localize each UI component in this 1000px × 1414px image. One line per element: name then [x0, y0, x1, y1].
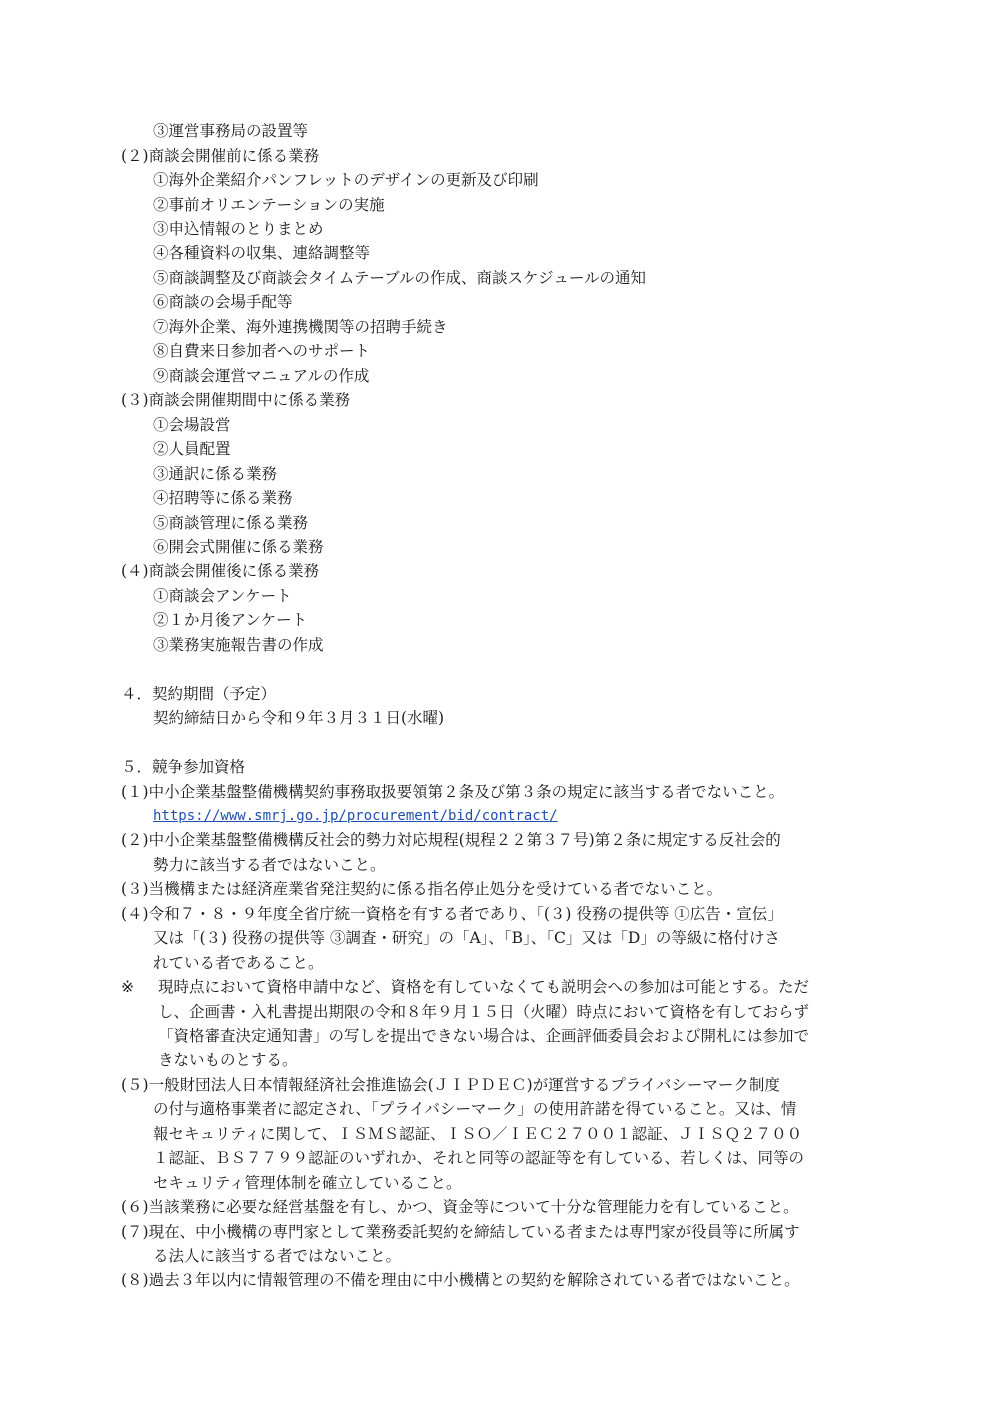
list-item: ②１か月後アンケート — [153, 611, 308, 629]
list-item: ③申込情報のとりまとめ — [153, 220, 324, 238]
list-item: ⑤商談管理に係る業務 — [153, 514, 309, 532]
requirement-item: (１)中小企業基盤整備機構契約事務取扱要領第２条及び第３条の規定に該当する者でないこと。 — [121, 783, 785, 801]
subsection-heading: (４)商談会開催後に係る業務 — [121, 562, 320, 580]
list-item: ③運営事務局の設置等 — [153, 122, 309, 140]
list-item: ①商談会アンケート — [153, 587, 292, 605]
list-item: ⑥開会式開催に係る業務 — [153, 538, 324, 556]
list-item: ⑦海外企業、海外連携機関等の招聘手続き — [153, 318, 448, 336]
list-item: ③業務実施報告書の作成 — [153, 636, 324, 654]
note-text: 「資格審査決定通知書」の写しを提出できない場合は、企画評価委員会および開札には参加で — [158, 1027, 810, 1045]
subsection-heading: (３)商談会開催期間中に係る業務 — [121, 391, 351, 409]
requirement-continuation: 勢力に該当する者ではないこと。 — [153, 856, 386, 874]
requirement-item: (５)一般財団法人日本情報経済社会推進協会(ＪＩＰＤＥＣ)が運営するプライバシーマーク制度 — [121, 1076, 780, 1094]
requirement-continuation: の付与適格事業者に認定され、「プライバシーマーク」の使用許諾を得ていること。又は、情 — [153, 1100, 797, 1118]
subsection-heading: (２)商談会開催前に係る業務 — [121, 147, 320, 165]
requirement-continuation: 報セキュリティに関して、ＩＳＭＳ認証、ＩＳＯ／ＩＥＣ２７００１認証、ＪＩＳＱ２７００ — [153, 1125, 803, 1143]
paragraph: 契約締結日から令和９年３月３１日(水曜) — [153, 709, 445, 727]
list-item: ④招聘等に係る業務 — [153, 489, 293, 507]
list-item: ②事前オリエンテーションの実施 — [153, 196, 385, 214]
requirement-item: (３)当機構または経済産業省発注契約に係る指名停止処分を受けている者でないこと。 — [121, 880, 723, 898]
section-heading: ４．契約期間（予定） — [121, 685, 277, 703]
requirement-continuation: る法人に該当する者ではないこと。 — [153, 1247, 402, 1265]
note-text: し、企画書・入札書提出期限の令和８年９月１５日（火曜）時点において資格を有しておらず — [158, 1003, 810, 1021]
requirement-item: (８)過去３年以内に情報管理の不備を理由に中小機構との契約を解除されている者ではないこと。 — [121, 1271, 800, 1289]
list-item: ②人員配置 — [153, 440, 231, 458]
list-item: ①会場設営 — [153, 416, 231, 434]
requirement-continuation: れている者であること。 — [153, 954, 324, 972]
requirement-item: (４)令和７・８・９年度全省庁統一資格を有する者であり、「(３) 役務の提供等 ①広告・宣伝」 — [121, 905, 783, 923]
requirement-continuation: １認証、ＢＳ７７９９認証のいずれか、それと同等の認証等を有している、若しくは、同等の — [153, 1149, 805, 1167]
requirement-continuation: セキュリティ管理体制を確立していること。 — [153, 1174, 462, 1192]
section-heading: ５．競争参加資格 — [121, 758, 246, 776]
list-item: ①海外企業紹介パンフレットのデザインの更新及び印刷 — [153, 171, 539, 189]
list-item: ⑨商談会運営マニュアルの作成 — [153, 367, 370, 385]
requirement-item: (７)現在、中小機構の専門家として業務委託契約を締結している者または専門家が役員等に所属す — [121, 1223, 800, 1241]
list-item: ③通訳に係る業務 — [153, 465, 278, 483]
requirement-continuation: 又は「(３) 役務の提供等 ③調査・研究」の「A」、「B」、「C」又は「D」の等級に格付けさ — [153, 929, 780, 947]
requirement-item: (６)当該業務に必要な経営基盤を有し、かつ、資金等について十分な管理能力を有していること。 — [121, 1198, 799, 1216]
list-item: ⑤商談調整及び商談会タイムテーブルの作成、商談スケジュールの通知 — [153, 269, 647, 287]
note-text: 現時点において資格申請中など、資格を有していなくても説明会への参加は可能とする。ただ — [158, 978, 810, 996]
list-item: ⑧自費来日参加者へのサポート — [153, 342, 371, 360]
reference-link[interactable]: https://www.smrj.go.jp/procurement/bid/contract/ — [153, 808, 558, 824]
list-item: ④各種資料の収集、連絡調整等 — [153, 244, 371, 262]
list-item: ⑥商談の会場手配等 — [153, 293, 293, 311]
note-text: きないものとする。 — [158, 1051, 298, 1069]
requirement-item: (２)中小企業基盤整備機構反社会的勢力対応規程(規程２２第３７号)第２条に規定する反社会的 — [121, 831, 781, 849]
note-mark: ※ — [121, 978, 134, 996]
